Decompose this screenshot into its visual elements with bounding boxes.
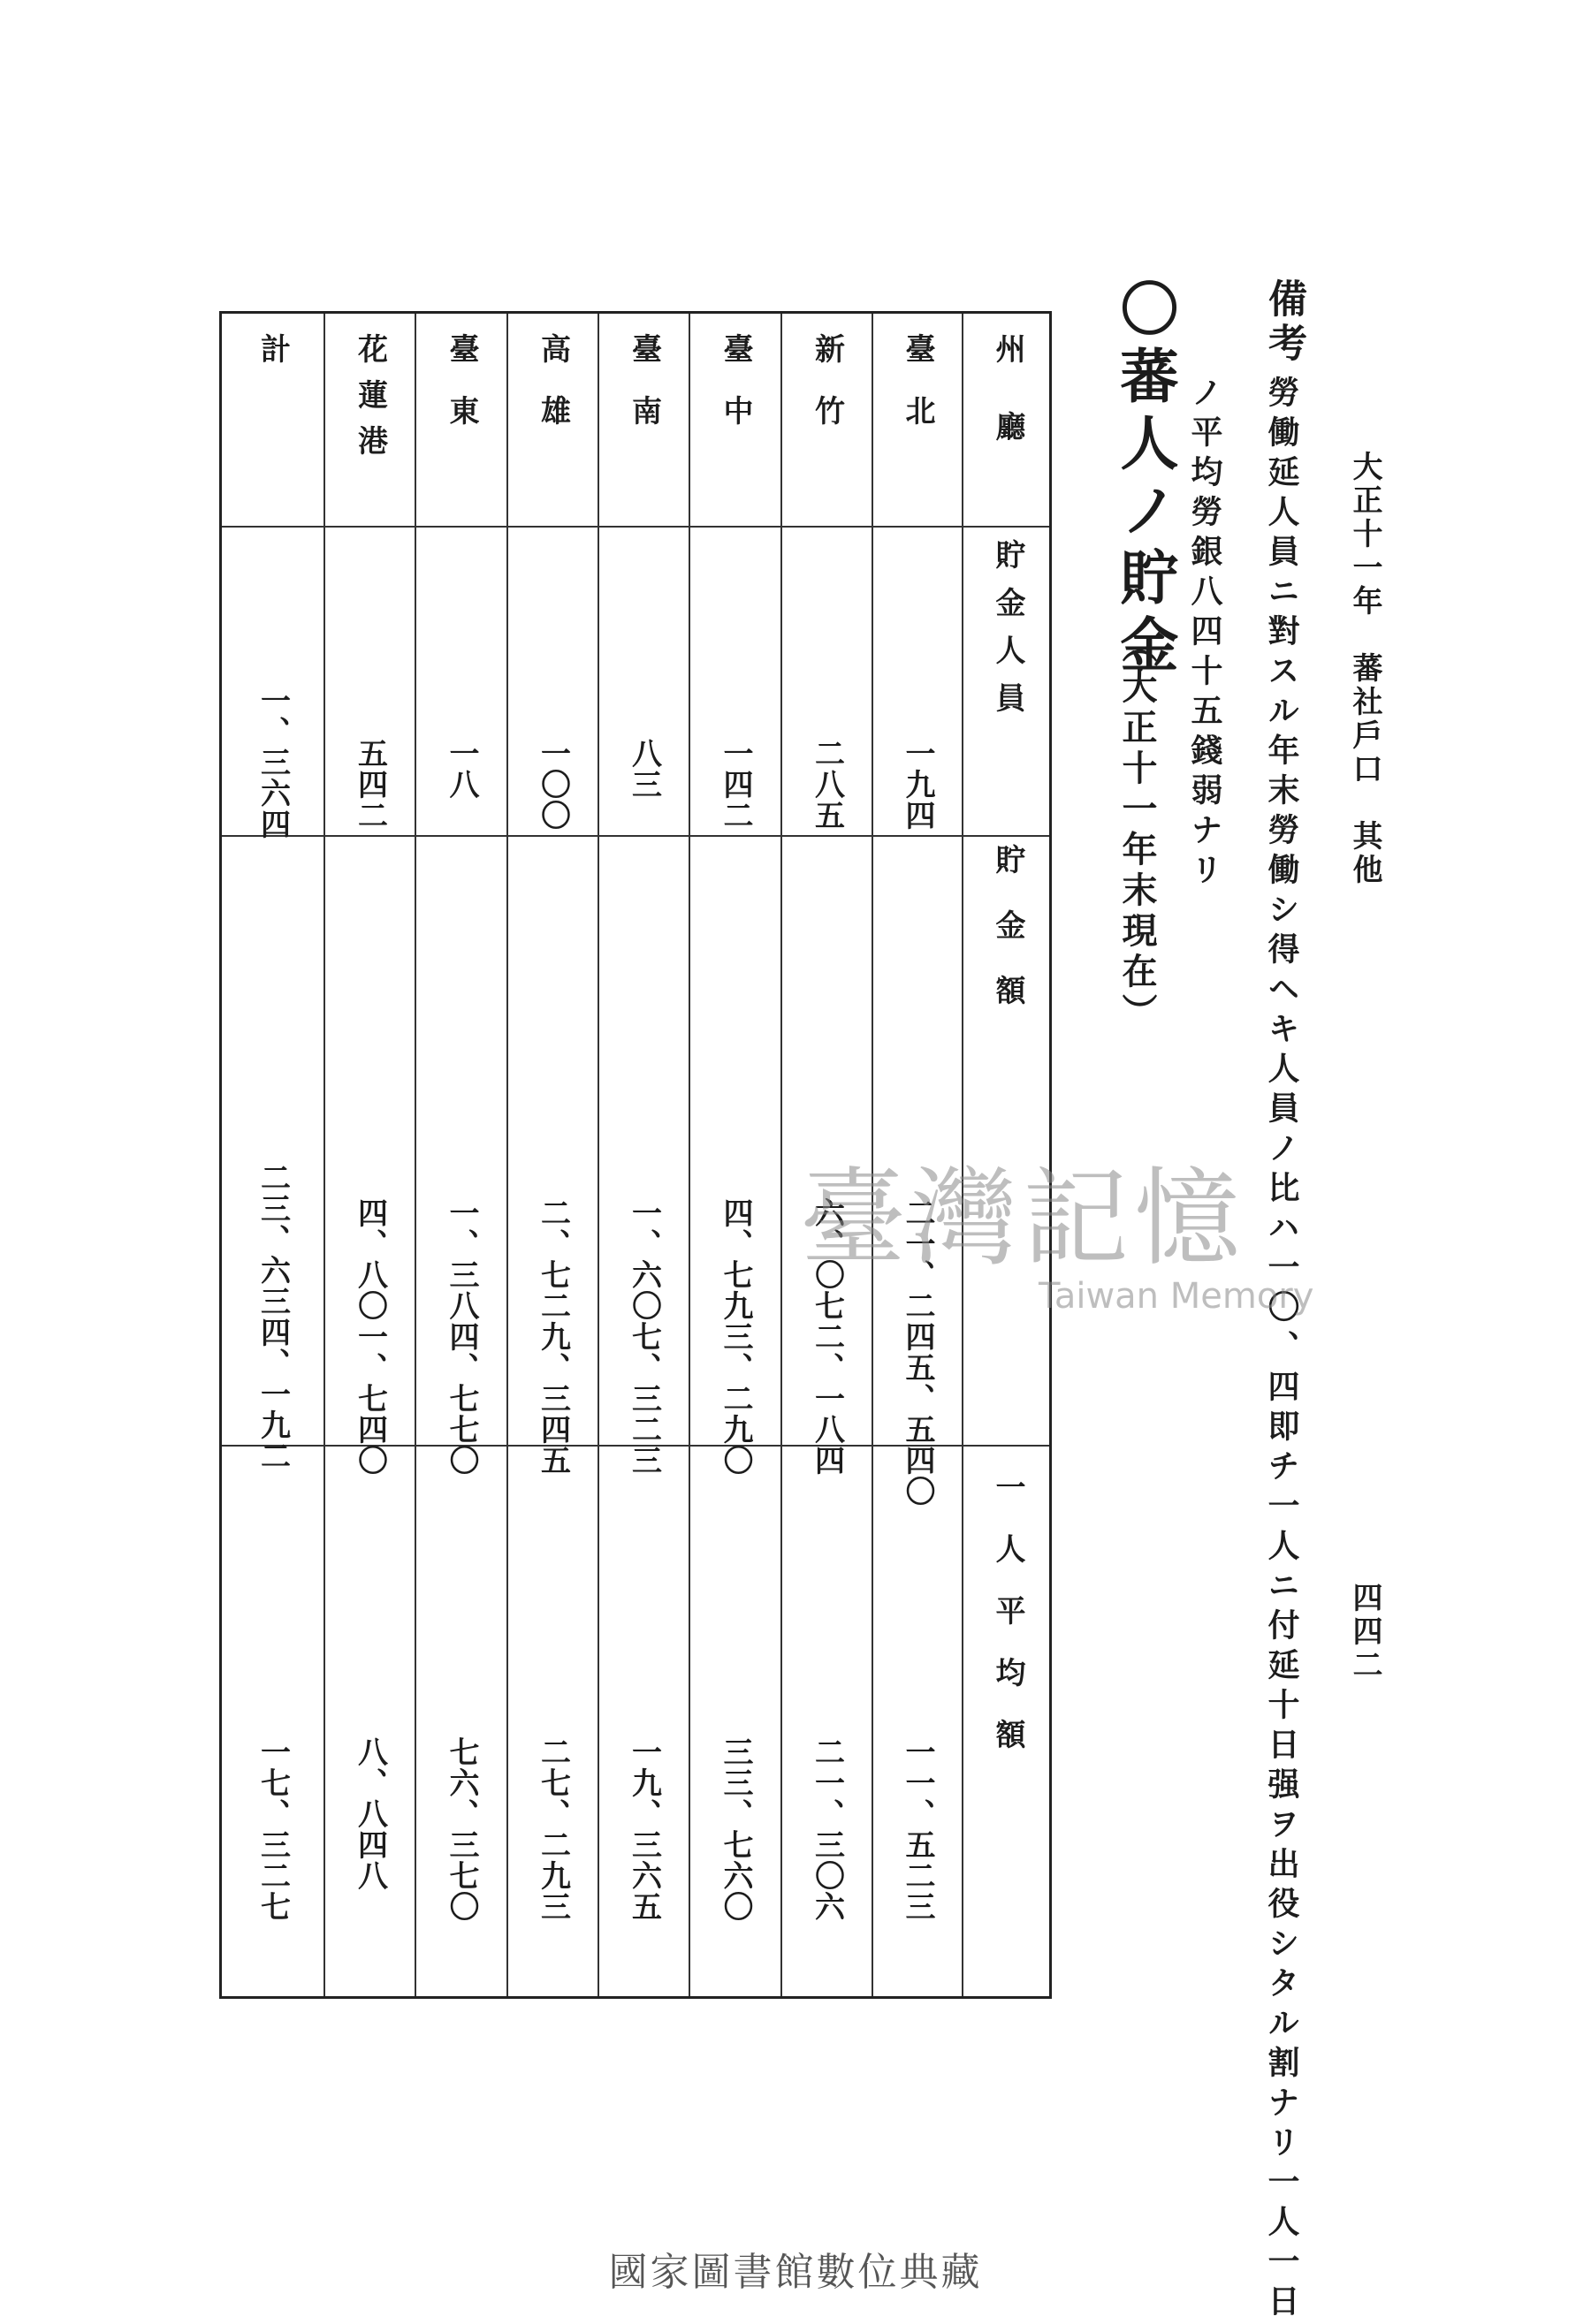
row-average: 八、八四八 — [352, 1736, 388, 1891]
section-title: 〇蕃人ノ貯金 — [1110, 278, 1179, 681]
row-average: 二一、三〇六 — [809, 1736, 845, 1922]
row-total-average: 一七、三二七 — [255, 1736, 291, 1922]
row-average: 七六、三七〇 — [444, 1736, 479, 1922]
section-subtitle: （大正十一年末現在） — [1116, 627, 1158, 1034]
remarks-line-1: 勞働延人員ニ對スル年末勞働シ得ヘキ人員ノ比ハ一〇、四即チ一人ニ付延十日强ヲ出役シタル割ナリ一人一日 — [1263, 376, 1300, 2324]
row-prefecture: 臺南 — [626, 333, 662, 457]
savings-table — [219, 311, 1052, 1999]
taiwan-memory-watermark — [800, 1158, 1314, 1317]
watermark-en-text: Taiwan Memory — [1039, 1276, 1314, 1317]
table-row — [780, 314, 872, 1996]
page-number: 四四二 — [1347, 1582, 1382, 1682]
header-amount: 貯金額 — [990, 844, 1025, 1040]
row-amount: 四、八〇一、七四〇 — [352, 1197, 388, 1476]
row-amount: 二、七二九、三四五 — [535, 1197, 571, 1476]
row-amount: 一、三八四、七七〇 — [444, 1197, 479, 1476]
row-prefecture: 臺中 — [718, 333, 753, 457]
row-amount: 六、〇七二、一八四 — [809, 1197, 845, 1476]
row-total-savers: 一、三六四 — [255, 685, 291, 839]
row-prefecture: 臺北 — [900, 333, 935, 457]
remarks-label: 備考 — [1261, 278, 1306, 367]
table-row — [506, 314, 598, 1996]
row-savers: 一九四 — [900, 738, 935, 831]
row-average: 一九、三六五 — [626, 1736, 662, 1922]
table-row — [324, 314, 415, 1996]
row-savers: 二八五 — [809, 738, 845, 831]
row-prefecture: 高雄 — [535, 333, 571, 457]
row-savers: 五四二 — [352, 738, 388, 831]
table-row — [415, 314, 506, 1996]
footer-credit: 國家圖書館數位典藏 — [608, 2250, 983, 2295]
row-savers: 一八 — [444, 738, 479, 800]
row-average: 二七、二九三 — [535, 1736, 571, 1922]
watermark-cjk-text: 臺灣記憶 — [800, 1158, 1245, 1280]
table-row — [872, 314, 962, 1996]
row-prefecture: 新竹 — [809, 333, 845, 457]
row-prefecture: 臺東 — [444, 333, 479, 457]
row-total-amount: 二三、六三四、一九二 — [255, 1162, 291, 1471]
row-amount: 一、六〇七、三二三 — [626, 1197, 662, 1476]
row-average: 三三、七六〇 — [718, 1736, 753, 1922]
header-average: 一人平均額 — [990, 1471, 1025, 1781]
table-row-total — [222, 314, 324, 1996]
row-average: 一一、五二三 — [900, 1736, 935, 1922]
row-savers: 一〇〇 — [535, 738, 571, 831]
row-prefecture: 花蓮港 — [352, 333, 388, 471]
table-row — [689, 314, 780, 1996]
remarks-line-2: ノ平均勞銀八四十五錢弱ナリ — [1186, 376, 1223, 892]
row-savers: 八三 — [626, 738, 662, 800]
table-row — [598, 314, 689, 1996]
row-amount: 四、七九三、二九〇 — [718, 1197, 753, 1476]
table-header-column — [962, 314, 1052, 1996]
header-savers: 貯金人員 — [990, 539, 1025, 730]
row-savers: 一四二 — [718, 738, 753, 831]
row-total-label: 計 — [255, 333, 291, 395]
row-amount: 二一、二四五、五四〇 — [900, 1197, 935, 1507]
header-prefecture: 州廳 — [990, 333, 1025, 489]
running-title: 大正十一年 蕃社戶口 其他 — [1347, 451, 1382, 887]
